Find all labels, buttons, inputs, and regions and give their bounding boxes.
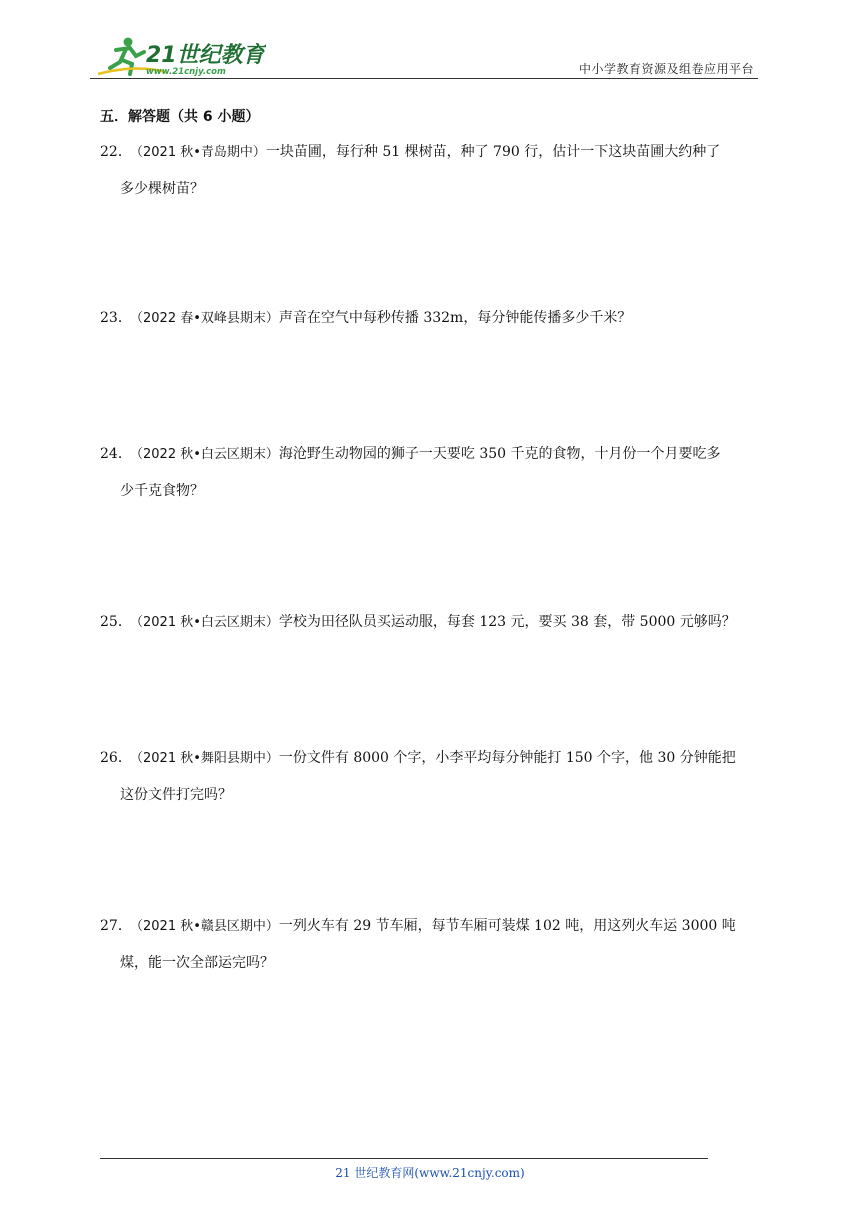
page-header <box>96 34 756 80</box>
question-number: 26． <box>100 750 132 766</box>
svg-text:www.21cnjy.com: www.21cnjy.com <box>146 67 226 77</box>
question-source: （2021 秋•舞阳县期中） <box>130 751 279 766</box>
question-text-continued: 少千克食物？ <box>120 483 204 499</box>
platform-name: 中小学教育资源及组卷应用平台 <box>578 62 754 76</box>
question-25 <box>100 604 764 641</box>
question-text-continued: 这份文件打完吗？ <box>120 787 232 803</box>
question-text: 声音在空气中每秒传播 332m，每分钟能传播多少千米？ <box>278 310 632 326</box>
footer-divider <box>100 1158 708 1159</box>
question-26 <box>100 740 764 813</box>
question-source: （2021 秋•青岛期中） <box>130 145 266 160</box>
svg-text:21世纪教育: 21世纪教育 <box>146 43 265 68</box>
header-divider <box>90 78 758 79</box>
question-source: （2022 春•双峰县期末） <box>130 311 279 326</box>
question-number: 23． <box>100 310 132 326</box>
question-number: 25． <box>100 614 132 630</box>
footer-link[interactable]: 21 世纪教育网(www.21cnjy.com) <box>335 1166 525 1180</box>
site-logo <box>96 34 266 78</box>
question-text: 一列火车有 29 节车厢，每节车厢可装煤 102 吨，用这列火车运 3000 吨 <box>278 918 736 934</box>
question-text: 一块苗圃，每行种 51 棵树苗，种了 790 行，估计一下这块苗圃大约种了 <box>265 144 721 160</box>
question-number: 27． <box>100 918 132 934</box>
question-22 <box>100 134 764 207</box>
question-source: （2022 秋•白云区期末） <box>130 447 279 462</box>
section-title: 五．解答题（共 6 小题） <box>100 109 260 125</box>
question-source: （2021 秋•赣县区期中） <box>130 919 279 934</box>
question-text-continued: 煤，能一次全部运完吗？ <box>120 955 274 971</box>
question-number: 22． <box>100 144 132 160</box>
question-27 <box>100 908 764 981</box>
question-source: （2021 秋•白云区期末） <box>130 615 279 630</box>
question-number: 24． <box>100 446 132 462</box>
question-23 <box>100 300 764 337</box>
question-text: 一份文件有 8000 个字，小李平均每分钟能打 150 个字，他 30 分钟能把 <box>278 750 736 766</box>
question-24 <box>100 436 764 509</box>
question-text: 海沧野生动物园的狮子一天要吃 350 千克的食物，十月份一个月要吃多 <box>278 446 721 462</box>
question-text-continued: 多少棵树苗？ <box>120 181 204 197</box>
question-text: 学校为田径队员买运动服，每套 123 元，要买 38 套，带 5000 元够吗？ <box>278 614 736 630</box>
